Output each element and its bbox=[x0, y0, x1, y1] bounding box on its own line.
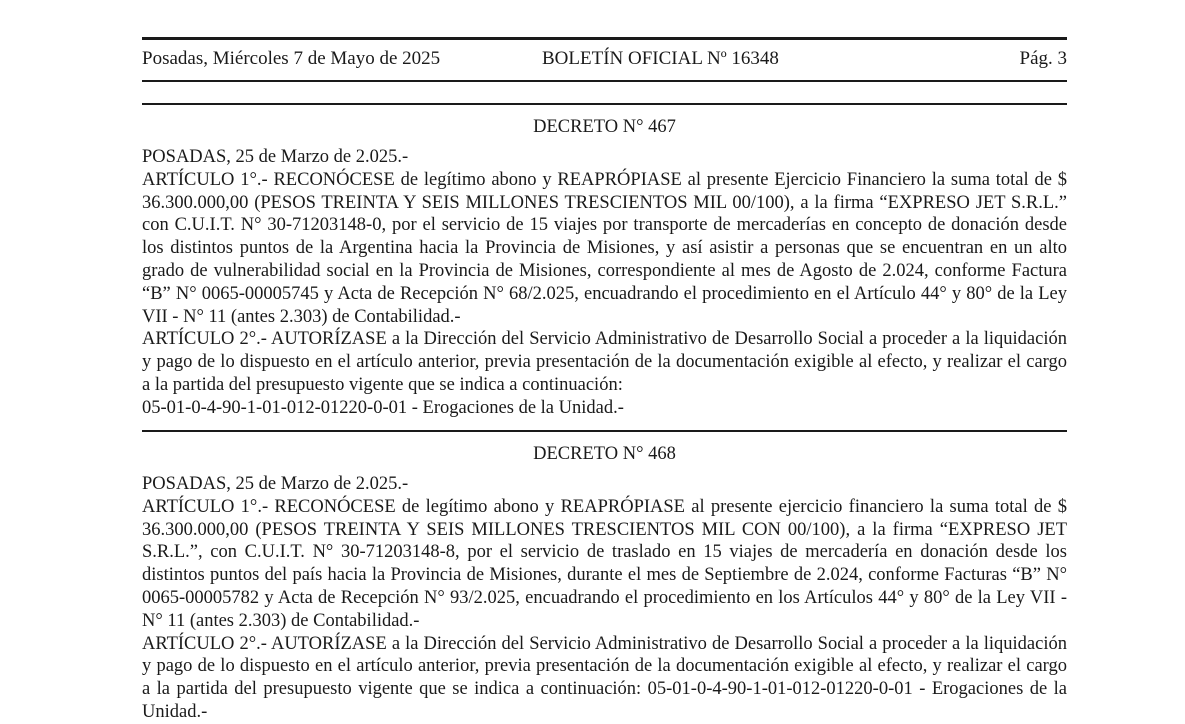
decree-date: POSADAS, 25 de Marzo de 2.025.- bbox=[142, 147, 409, 167]
decree-budget-line: 05-01-0-4-90-1-01-012-01220-0-01 - Erogaciones de la Unidad.- bbox=[142, 397, 624, 418]
page-header bbox=[142, 46, 1067, 72]
decree-separator bbox=[142, 103, 1067, 105]
header-date: Posadas, Miércoles 7 de Mayo de 2025 bbox=[142, 48, 441, 69]
decree-body bbox=[142, 473, 1067, 724]
decree-article-2: ARTÍCULO 2°.- AUTORÍZASE a la Dirección del Servicio Administrativo de Desarrollo Social a proceder a la liquidación y pago de lo dispuesto en el artículo anterior, previa presentación de la documentación exigible al efecto, y realizar el cargo a la partida del presupuesto vigente que se indica a continuación: 05-01-0-4-90-1-01-012-01220-0-01 - Erogaciones de la Unidad.- bbox=[142, 633, 1067, 722]
header-bottom-rule bbox=[142, 80, 1067, 82]
decree-article-1: ARTÍCULO 1°.- RECONÓCESE de legítimo abono y REAPRÓPIASE al presente ejercicio financiero la suma total de $ 36.300.000,00 (PESOS TREINTA Y SEIS MILLONES TRESCIENTOS MIL CON 00/100), a la firma “EXPRESO JET S.R.L.”, con C.U.I.T. N° 30-71203148-8, por el servicio de traslado en 15 viajes de mercadería en donación desde los distintos puntos del país hacia la Provincia de Misiones, durante el mes de Septiembre de 2.024, conforme Facturas “B” N° 0065-00005782 y Acta de Recepción N° 93/2.025, encuadrando el procedimiento en los Artículos 44° y 80° de la Ley VII - N° 11 (antes 2.303) de Contabilidad.- bbox=[142, 496, 1067, 631]
header-page-number: Pág. 3 bbox=[1019, 48, 1067, 69]
header-title: BOLETÍN OFICIAL Nº 16348 bbox=[542, 48, 779, 69]
decree-date: POSADAS, 25 de Marzo de 2.025.- bbox=[142, 474, 409, 494]
decree-title: DECRETO N° 467 bbox=[533, 117, 676, 137]
decree-title: DECRETO N° 468 bbox=[533, 444, 676, 464]
decree-article-1: ARTÍCULO 1°.- RECONÓCESE de legítimo abono y REAPRÓPIASE al presente Ejercicio Financiero la suma total de $ 36.300.000,00 (PESOS TREINTA Y SEIS MILLONES TRESCIENTOS MIL 00/100), a la firma “EXPRESO JET S.R.L.” con C.U.I.T. N° 30-71203148-0, por el servicio de 15 viajes por transporte de mercaderías en concepto de donación desde los distintos puntos de la Argentina hacia la Provincia de Misiones, y así asistir a personas que se encuentran en un alto grado de vulnerabilidad social en la Provincia de Misiones, correspondiente al mes de Agosto de 2.024, conforme Factura “B” N° 0065-00005745 y Acta de Recepción N° 68/2.025, encuadrando el procedimiento en el Artículo 44° y 80° de la Ley VII - N° 11 (antes 2.303) de Contabilidad.- bbox=[142, 169, 1067, 327]
decree-separator bbox=[142, 430, 1067, 432]
decree-article-2: ARTÍCULO 2°.- AUTORÍZASE a la Dirección del Servicio Administrativo de Desarrollo Social a proceder a la liquidación y pago de lo dispuesto en el artículo anterior, previa presentación de la documentación exigible al efecto, y realizar el cargo a la partida del presupuesto vigente que se indica a continuación: bbox=[142, 329, 1067, 395]
header-top-rule bbox=[142, 37, 1067, 40]
decree-body bbox=[142, 146, 1067, 420]
